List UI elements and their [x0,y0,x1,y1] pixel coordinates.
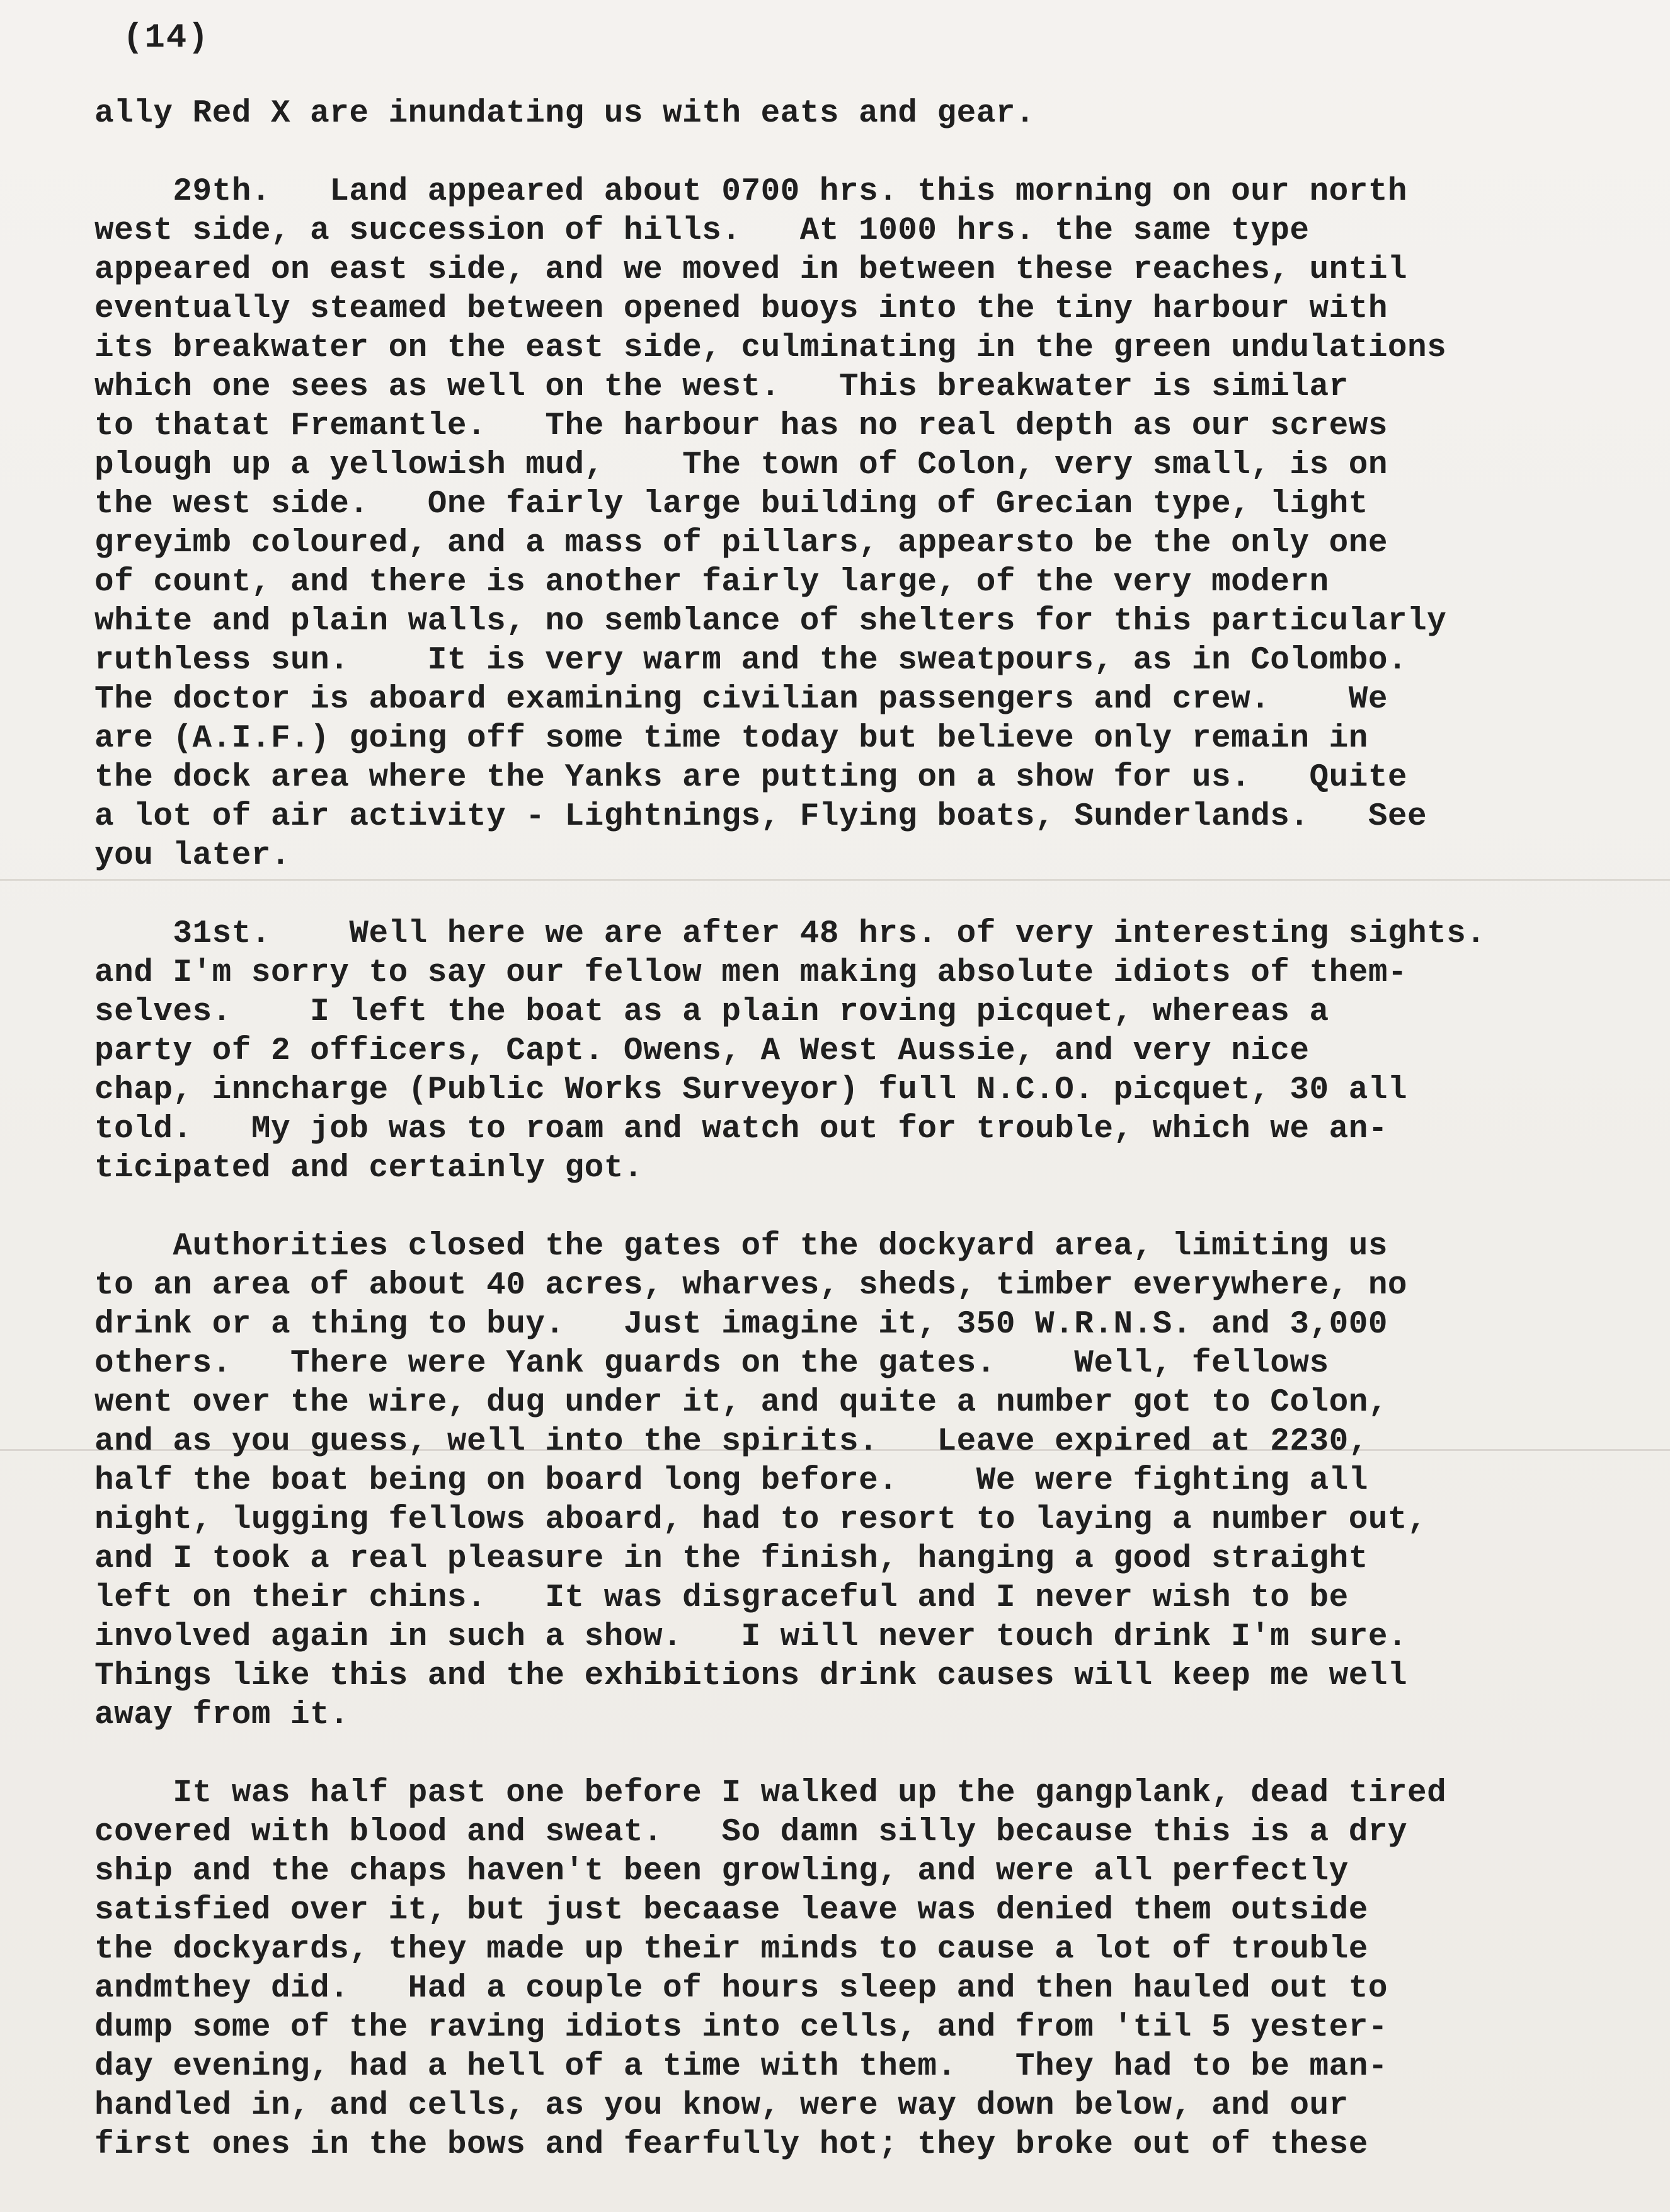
text-line: day evening, had a hell of a time with them. They had to be man- [94,2049,1388,2085]
text-line: ally Red X are inundating us with eats and gear. [94,96,1036,132]
paragraph-gap [94,1735,1619,1774]
text-line: drink or a thing to buy. Just imagine it, 350 W.R.N.S. and 3,000 [94,1307,1388,1343]
text-line: party of 2 officers, Capt. Owens, A West Aussie, and very nice [94,1033,1310,1069]
letter-body [94,95,1619,2165]
text-line: told. My job was to roam and watch out for trouble, which we an- [94,1111,1388,1147]
paragraphs-container [94,95,1619,2165]
text-line: covered with blood and sweat. So damn silly because this is a dry [94,1814,1408,1850]
text-line: the dock area where the Yanks are putting on a show for us. Quite [94,760,1408,796]
text-line: of count, and there is another fairly large, of the very modern [94,564,1329,600]
paragraph [94,95,1619,134]
text-line: handled in, and cells, as you know, were way down below, and our [94,2088,1349,2124]
text-line: andmthey did. Had a couple of hours sleep and then hauled out to [94,1971,1388,2007]
text-line: white and plain walls, no semblance of shelters for this particularly [94,604,1447,639]
paragraph [94,1774,1619,2165]
text-line: appeared on east side, and we moved in between these reaches, until [94,252,1408,288]
text-line: Things like this and the exhibitions drink causes will keep me well [94,1658,1408,1694]
text-line: went over the wire, dug under it, and quite a number got to Colon, [94,1385,1388,1421]
page-number: (14) [123,19,210,57]
paragraph [94,173,1619,876]
text-line: the dockyards, they made up their minds to cause a lot of trouble [94,1932,1368,1968]
text-line: chap, inncharge (Public Works Surveyor) full N.C.O. picquet, 30 all [94,1072,1408,1108]
text-line: a lot of air activity - Lightnings, Flying boats, Sunderlands. See [94,799,1427,835]
text-line: 31st. Well here we are after 48 hrs. of very interesting sights. [94,916,1486,952]
text-line: first ones in the bows and fearfully hot; they broke out of these [94,2127,1368,2163]
paragraph-gap [94,1188,1619,1227]
paragraph [94,915,1619,1188]
text-line: its breakwater on the east side, culminating in the green undulations [94,330,1447,366]
text-line: satisfied over it, but just becaase leave was denied them outside [94,1893,1368,1928]
text-line: The doctor is aboard examining civilian passengers and crew. We [94,682,1388,718]
text-line: It was half past one before I walked up the gangplank, dead tired [94,1775,1447,1811]
text-line: ticipated and certainly got. [94,1150,643,1186]
text-line: and as you guess, well into the spirits. Leave expired at 2230, [94,1424,1368,1460]
text-line: and I took a real pleasure in the finish, hanging a good straight [94,1541,1368,1577]
text-line: west side, a succession of hills. At 1000 hrs. the same type [94,213,1310,249]
text-line: and I'm sorry to say our fellow men making absolute idiots of them- [94,955,1408,991]
text-line: away from it. [94,1697,350,1733]
text-line: ship and the chaps haven't been growling, and were all perfectly [94,1854,1349,1889]
text-line: dump some of the raving idiots into cells, and from 'til 5 yester- [94,2010,1388,2046]
text-line: greyimb coloured, and a mass of pillars, appearsto be the only one [94,525,1388,561]
paragraph-gap [94,134,1619,173]
text-line: ruthless sun. It is very warm and the sweatpours, as in Colombo. [94,643,1408,679]
text-line: to an area of about 40 acres, wharves, sheds, timber everywhere, no [94,1268,1408,1304]
text-line: half the boat being on board long before. We were fighting all [94,1463,1368,1499]
text-line: others. There were Yank guards on the gates. Well, fellows [94,1346,1329,1382]
text-line: are (A.I.F.) going off some time today but believe only remain in [94,721,1368,757]
text-line: selves. I left the boat as a plain roving picquet, whereas a [94,994,1329,1030]
text-line: the west side. One fairly large building of Grecian type, light [94,486,1368,522]
text-line: eventually steamed between opened buoys into the tiny harbour with [94,291,1388,327]
paragraph [94,1227,1619,1735]
text-line: night, lugging fellows aboard, had to resort to laying a number out, [94,1502,1427,1538]
text-line: plough up a yellowish mud, The town of Colon, very small, is on [94,447,1388,483]
text-line: which one sees as well on the west. This breakwater is similar [94,369,1349,405]
text-line: 29th. Land appeared about 0700 hrs. this morning on our north [94,174,1408,210]
text-line: Authorities closed the gates of the dockyard area, limiting us [94,1229,1388,1264]
text-line: to thatat Fremantle. The harbour has no real depth as our screws [94,408,1388,444]
paragraph-gap [94,876,1619,915]
text-line: left on their chins. It was disgraceful and I never wish to be [94,1580,1349,1616]
text-line: involved again in such a show. I will never touch drink I'm sure. [94,1619,1408,1655]
text-line: you later. [94,838,291,874]
